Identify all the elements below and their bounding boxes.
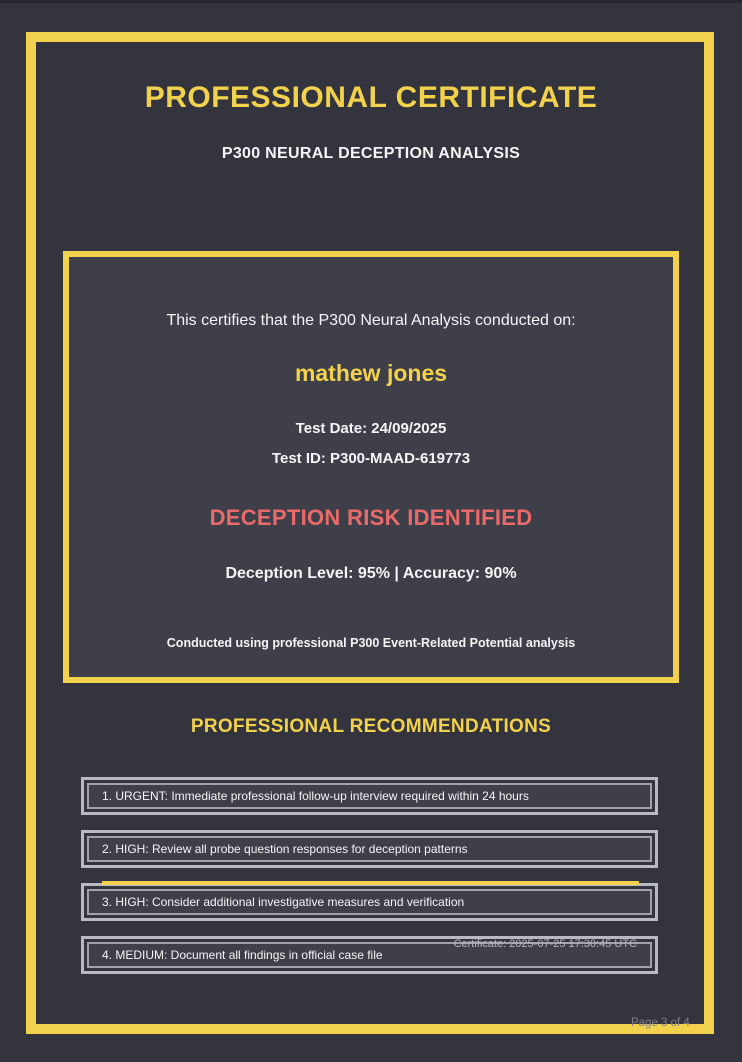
recommendation-item xyxy=(81,830,658,868)
recommendation-text: 3. HIGH: Consider additional investigative measures and verification xyxy=(87,889,652,915)
yellow-highlight-strip xyxy=(102,881,639,885)
recommendations-heading: PROFESSIONAL RECOMMENDATIONS xyxy=(190,716,552,737)
test-date: Test Date: 24/09/2025 xyxy=(295,420,447,437)
page-title: PROFESSIONAL CERTIFICATE xyxy=(144,81,598,114)
recommendation-text: 2. HIGH: Review all probe question responses for deception patterns xyxy=(87,836,652,862)
certify-statement: This certifies that the P300 Neural Analysis conducted on: xyxy=(166,312,576,329)
page-subtitle: P300 NEURAL DECEPTION ANALYSIS xyxy=(221,145,521,162)
certificate-details-panel xyxy=(63,251,679,683)
recommendation-item xyxy=(81,777,658,815)
test-id: Test ID: P300-MAAD-619773 xyxy=(271,450,471,467)
deception-metrics: Deception Level: 95% | Accuracy: 90% xyxy=(225,565,517,582)
method-note: Conducted using professional P300 Event-Related Potential analysis xyxy=(166,636,576,650)
certificate-timestamp: Certificate: 2025-07-25 17:30:45 UTC xyxy=(453,938,637,950)
recommendation-text: 1. URGENT: Immediate professional follow-up interview required within 24 hours xyxy=(87,783,652,809)
page-top-edge-divider xyxy=(0,0,742,3)
subject-name: mathew jones xyxy=(294,360,448,386)
recommendation-item xyxy=(81,883,658,921)
result-status: DECEPTION RISK IDENTIFIED xyxy=(209,505,533,530)
page-indicator: Page 3 of 4 xyxy=(631,1017,690,1029)
recommendation-text: 4. MEDIUM: Document all findings in official case file xyxy=(87,942,652,968)
